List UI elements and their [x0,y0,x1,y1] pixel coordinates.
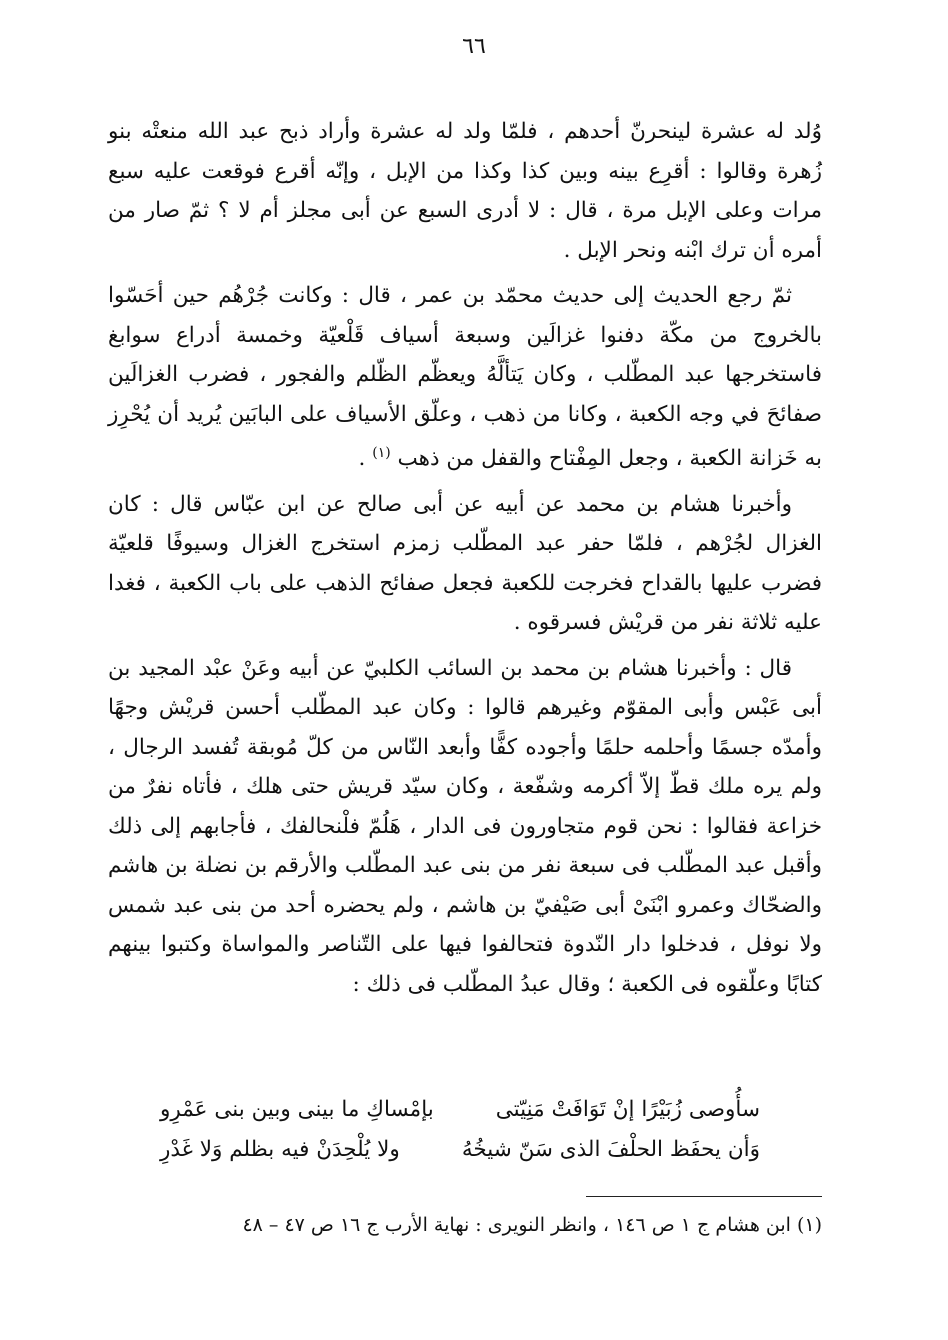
footnote-reference: (١) [372,445,391,461]
poem [160,1090,760,1170]
paragraph-2-text: ثمّ رجع الحديث إلى حديث محمّد بن عمر ، قال : وكانت جُرْهُم حين أحَسّوا بالخروج من مكّة دفنوا غزالَين وسبعة أسياف قَلْعيّة وخمسة أدراع سوابغ فاستخرجها عبد المطّلب ، وكان يَتألَّهُ ويعظّم الظّلم والفجور ، فضرب الغزالَين صفائحَ في وجه الكعبة ، وكانا من ذهب ، وعلّق الأسياف على البابَين يُريد أن يُحْرِز به خَزانة الكعبة ، وجعل المِفْتاح والقفل من ذهب [108,283,822,472]
paragraph-3: وأخبرنا هشام بن محمد عن أبيه عن أبى صالح عن ابن عبّاس قال : كان الغزال لجُرْهم ، فلمّا حفر عبد المطّلب زمزم استخرج الغزال وسيوفًا قلعيّة فضرب عليها بالقداح فخرجت للكعبة فجعل صفائح الذهب على باب الكعبة ، فغدا عليه ثلاثة نفر من قريْش فسرقوه . [108,491,822,636]
poem-hemistich-first: وَأن يحفَظ الحلْفَ الذى سَنّ شيخُهُ [461,1137,760,1162]
paragraph-4: قال : وأخبرنا هشام بن محمد بن السائب الكلبيّ عن أبيه وعَنْ عبْد المجيد بن أبى عَبْس وأبى المقوّم وغيرهم قالوا : وكان عبد المطّلب أحسن قريْش وجهًا وأمدّه جسمًا وأحلمه حلمًا وأجوده كفًّا وأبعد النّاس من كلّ مُوبقة تُفسد الرجال ، ولم يره ملك قطّ إلاّ أكرمه وشفّعة ، وكان سيّد قريش حتى هلك ، فأتاه نفرٌ من خزاعة فقالوا : نحن قوم متجاورون فى الدار ، هَلُمّ فلْنحالفك ، فأجابهم إلى ذلك وأقبل عبد المطّلب فى سبعة نفر من بنى عبد المطّلب والأرقم بن نضلة بن هاشم والضحّاك وعمرو ابْنَىْ أبى صَيْفيّ بن هاشم ، ولم يحضره أحد من بنى عبد شمس ولا نوفل ، فدخلوا دار النّدوة فتحالفوا فيها على التّناصر والمواساة وكتبوا بينهم كتابًا وعلّقوه فى الكعبة ؛ وقال عبدُ المطّلب فى ذلك : [108,655,822,997]
poem-hemistich-second: بإمْساكِ ما بينى وبين بنى عَمْرِو [160,1097,434,1122]
poem-hemistich-second: ولا يُلْحِدَنْ فيه بظلم وَلا غَدْرِ [160,1137,400,1162]
footnote-separator [586,1196,822,1197]
paragraph-2-end: . [358,446,366,472]
page-number: ٦٦ [462,34,486,59]
footnote: (١) ابن هشام ج ١ ص ١٤٦ ، وانظر النويرى : نهاية الأرب ج ١٦ ص ٤٧ – ٤٨ [242,1214,822,1236]
poem-verse [160,1130,760,1170]
paragraph-1: وُلد له عشرة لينحرنّ أحدهم ، فلمّا ولد له عشرة وأراد ذبح عبد الله منعتْه بنو زُهرة وقالوا : أقرِع بينه وبين كذا وكذا من الإبل ، وإنّه أقرع فوقعت عليه سبع مرات وعلى الإبل مرة ، قال : لا أدرى السبع عن أبى مجلز أم لا ؟ ثمّ صار من أمره أن ترك ابْنه ونحر الإبل . [108,119,822,263]
body-text [108,112,822,1010]
poem-verse [160,1090,760,1130]
paragraph-2 [108,276,822,479]
poem-hemistich-first: سأُوصى زُبَيْرًا إنْ تَوَافَتْ مَنِيّتى [495,1097,760,1122]
